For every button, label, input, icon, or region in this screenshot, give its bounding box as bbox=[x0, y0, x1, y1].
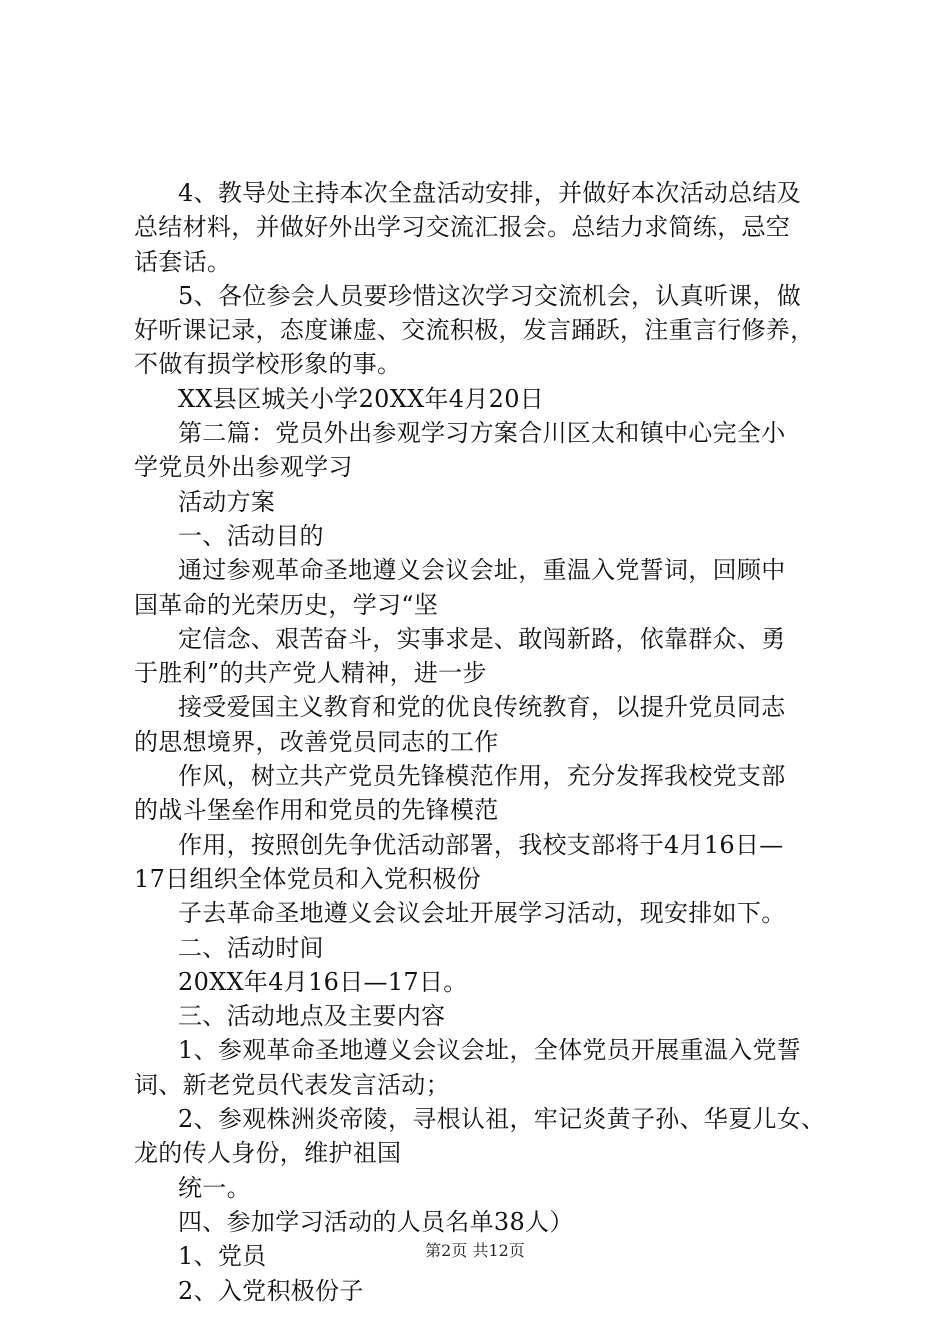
text-line: 第二篇：党员外出参观学习方案合川区太和镇中心完全小 bbox=[178, 419, 786, 448]
text-line: 4、教导处主持本次全盘活动安排，并做好本次活动总结及 bbox=[178, 179, 802, 207]
text-line: 好听课记录，态度谦虚、交流积极，发言踊跃，注重言行修养， bbox=[134, 316, 815, 345]
text-line: 17日组织全体党员和入党积极份 bbox=[134, 864, 482, 893]
text-line: 一、活动目的 bbox=[178, 521, 324, 550]
text-line: 作用，按照创先争优活动部署，我校支部将于4月16日— bbox=[178, 830, 784, 859]
text-line: 1、参观革命圣地遵义会议会址，全体党员开展重温入党誓 bbox=[178, 1036, 802, 1065]
text-line: 1、党员 bbox=[178, 1242, 267, 1271]
text-line: 通过参观革命圣地遵义会议会址，重温入党誓词，回顾中 bbox=[178, 556, 786, 585]
text-line: 2、入党积极份子 bbox=[178, 1276, 364, 1305]
text-line: 5、各位参会人员要珍惜这次学习交流机会，认真听课，做 bbox=[178, 281, 802, 310]
text-line: 词、新老党员代表发言活动； bbox=[134, 1070, 450, 1099]
document-body bbox=[134, 176, 834, 1308]
text-line: 作风，树立共产党员先锋模范作用，充分发挥我校党支部 bbox=[178, 762, 786, 791]
text-line: 话套话。 bbox=[134, 247, 232, 276]
text-line: 的思想境界，改善党员同志的工作 bbox=[134, 727, 499, 756]
text-line: 于胜利”的共产党人精神，进一步 bbox=[134, 659, 487, 688]
text-line: 三、活动地点及主要内容 bbox=[178, 1002, 446, 1031]
page-footer: 第2页 共12页 bbox=[425, 1241, 525, 1260]
text-line: 不做有损学校形象的事。 bbox=[134, 350, 402, 379]
text-line: 统一。 bbox=[178, 1173, 251, 1202]
text-line: 二、活动时间 bbox=[178, 933, 324, 962]
text-line: 四、参加学习活动的人员名单38人） bbox=[178, 1207, 574, 1236]
text-line: 龙的传人身份，维护祖国 bbox=[134, 1139, 402, 1168]
text-line: 20XX年4月16日—17日。 bbox=[178, 967, 468, 996]
text-line: 2、参观株洲炎帝陵，寻根认祖，牢记炎黄子孙、华夏儿女、 bbox=[178, 1105, 826, 1134]
text-line: 总结材料，并做好外出学习交流汇报会。总结力求简练，忌空 bbox=[134, 213, 791, 242]
text-line: 国革命的光荣历史，学习“坚 bbox=[134, 590, 439, 619]
text-line: XX县区城关小学20XX年4月20日 bbox=[178, 384, 545, 413]
text-line: 学党员外出参观学习 bbox=[134, 453, 353, 482]
text-line: 的战斗堡垒作用和党员的先锋模范 bbox=[134, 796, 499, 825]
text-line: 定信念、艰苦奋斗，实事求是、敢闯新路，依靠群众、勇 bbox=[178, 624, 786, 653]
text-line: 接受爱国主义教育和党的优良传统教育，以提升党员同志 bbox=[178, 693, 786, 722]
text-line: 子去革命圣地遵义会议会址开展学习活动，现安排如下。 bbox=[178, 899, 786, 928]
text-line: 活动方案 bbox=[178, 487, 276, 516]
